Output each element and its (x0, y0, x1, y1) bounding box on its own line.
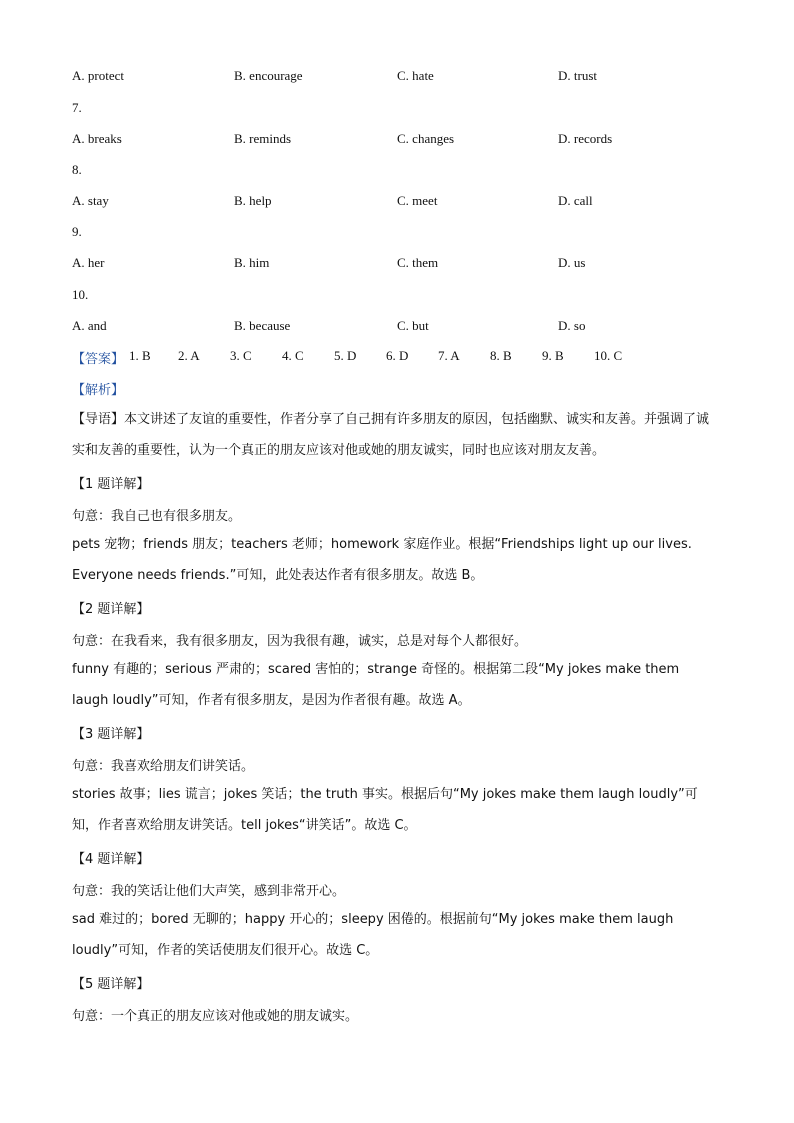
detail-1-explanation: pets 宠物；friends 朋友；teachers 老师；homework 家庭作业。根据“Friendships light up our lives. Everyone needs friends.”可知，此处表达作者有很多朋友。故选 B。 (72, 537, 692, 583)
option-b: B. because (234, 318, 291, 333)
option-c: C. meet (397, 193, 438, 208)
detail-5-meaning: 句意：一个真正的朋友应该对他或她的朋友诚实。 (72, 1009, 359, 1024)
detail-4-heading: 【4 题详解】 (72, 852, 150, 867)
answer-item: 5. D (334, 348, 357, 363)
question-7-options (72, 131, 722, 151)
question-7-number: 7. (72, 100, 82, 115)
intro-label: 【导语】 (72, 412, 125, 427)
answer-item: 6. D (386, 348, 409, 363)
answer-item: 9. B (542, 348, 564, 363)
question-9-number: 9. (72, 224, 82, 239)
option-b: B. help (234, 193, 272, 208)
detail-2-explanation: funny 有趣的；serious 严肃的；scared 害怕的；strange 奇怪的。根据第二段“My jokes make them laugh loudly”可知，作者有很多朋友，是因为作者很有趣。故选 A。 (72, 662, 680, 708)
question-10-number: 10. (72, 287, 89, 302)
question-8-options (72, 193, 722, 213)
option-b: B. reminds (234, 131, 292, 146)
option-d: D. records (558, 131, 613, 146)
option-c: C. hate (397, 68, 434, 83)
answer-item: 10. C (594, 348, 623, 363)
answer-item: 8. B (490, 348, 512, 363)
option-a: A. breaks (72, 131, 122, 146)
option-c: C. them (397, 255, 439, 270)
option-a: A. her (72, 255, 105, 270)
answer-item: 4. C (282, 348, 304, 363)
option-a: A. and (72, 318, 107, 333)
answer-item: 2. A (178, 348, 200, 363)
detail-2-heading: 【2 题详解】 (72, 602, 150, 617)
detail-4-explanation: sad 难过的；bored 无聊的；happy 开心的；sleepy 困倦的。根据前句“My jokes make them laugh loudly”可知，作者的笑话使朋友们很开心。故选 C。 (72, 912, 674, 958)
option-d: D. call (558, 193, 593, 208)
option-b: B. encourage (234, 68, 303, 83)
detail-2-meaning: 句意：在我看来，我有很多朋友，因为我很有趣，诚实，总是对每个人都很好。 (72, 634, 528, 649)
answer-label: 【答案】 (72, 352, 125, 367)
question-6-options (72, 68, 722, 88)
option-c: C. changes (397, 131, 455, 146)
intro-text: 本文讲述了友谊的重要性，作者分享了自己拥有许多朋友的原因，包括幽默、诚实和友善。并强调了诚实和友善的重要性，认为一个真正的朋友应该对他或她的朋友诚实，同时也应该对朋友友善。 (72, 412, 710, 458)
option-d: D. us (558, 255, 586, 270)
option-d: D. so (558, 318, 586, 333)
detail-3-heading: 【3 题详解】 (72, 727, 150, 742)
analysis-label: 【解析】 (72, 383, 125, 398)
answer-item: 3. C (230, 348, 252, 363)
option-b: B. him (234, 255, 270, 270)
option-a: A. protect (72, 68, 124, 83)
answer-key-row (72, 348, 722, 368)
detail-1-heading: 【1 题详解】 (72, 477, 150, 492)
option-a: A. stay (72, 193, 109, 208)
detail-3-meaning: 句意：我喜欢给朋友们讲笑话。 (72, 759, 255, 774)
question-8-number: 8. (72, 162, 82, 177)
detail-5-heading: 【5 题详解】 (72, 977, 150, 992)
question-9-options (72, 255, 722, 275)
option-d: D. trust (558, 68, 597, 83)
detail-3-explanation: stories 故事；lies 谎言；jokes 笑话；the truth 事实。根据后句“My jokes make them laugh loudly”可知，作者喜欢给朋友讲笑话。tell jokes“讲笑话”。故选 C。 (72, 787, 698, 833)
detail-4-meaning: 句意：我的笑话让他们大声笑，感到非常开心。 (72, 884, 346, 899)
option-c: C. but (397, 318, 429, 333)
question-10-options (72, 318, 722, 338)
answer-item: 1. B (129, 348, 151, 363)
answer-item: 7. A (438, 348, 460, 363)
detail-1-meaning: 句意：我自己也有很多朋友。 (72, 509, 242, 524)
intro-paragraph (72, 404, 718, 466)
